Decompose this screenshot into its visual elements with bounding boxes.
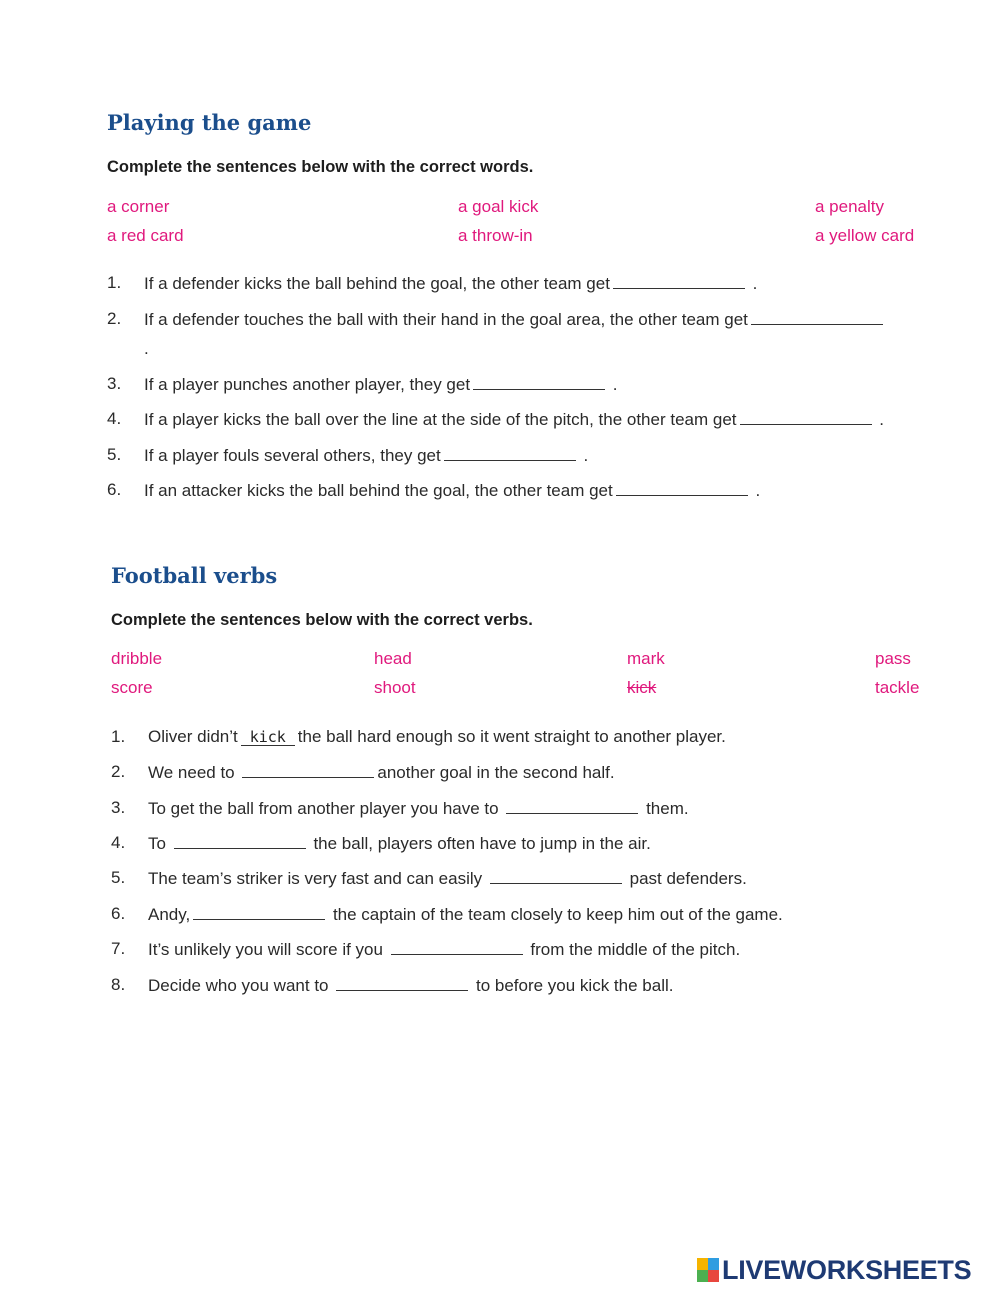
word-bank-item: pass (875, 649, 911, 668)
sentence-text: Decide who you want to (148, 976, 329, 995)
sentence-text: Andy, (148, 905, 191, 924)
word-bank-item: head (374, 649, 412, 668)
sentence-text: . (755, 481, 761, 500)
word-bank-item: a corner (107, 197, 170, 216)
answer-blank[interactable] (751, 308, 883, 325)
sentence-text: It’s unlikely you will score if you (148, 940, 383, 959)
liveworksheets-logo[interactable] (697, 1254, 971, 1286)
sentence-text: The team’s striker is very fast and can easily (148, 869, 483, 888)
word-bank-item-crossed-out: kick (627, 678, 657, 697)
answer-blank[interactable] (490, 867, 622, 884)
word-bank-item: a penalty (815, 197, 884, 216)
answer-blank[interactable] (616, 479, 748, 496)
word-bank-item: score (111, 678, 153, 697)
sentence-number: 7. (111, 939, 126, 958)
sentence-number: 1. (111, 727, 126, 746)
word-bank-item: a goal kick (458, 197, 539, 216)
answer-blank[interactable] (193, 903, 325, 920)
sentence-text: . (612, 375, 618, 394)
sentence-text: To (148, 834, 166, 853)
sentence-text: . (879, 410, 884, 429)
filled-answer[interactable]: kick (241, 729, 295, 746)
word-bank-item: a yellow card (815, 226, 915, 245)
sentence-text: Oliver didn’t (148, 727, 238, 746)
sentence-text: the ball hard enough so it went straight to another player. (297, 727, 726, 746)
sentence-text: . (583, 446, 589, 465)
sentence-number: 5. (111, 868, 126, 887)
logo-text: LIVEWORKSHEETS (722, 1254, 972, 1285)
sentence-text: from the middle of the pitch. (530, 940, 741, 959)
sentence-number: 2. (107, 309, 122, 328)
answer-blank[interactable] (174, 832, 306, 849)
answer-blank[interactable] (613, 272, 745, 289)
liveworksheets-logo-icon (697, 1258, 719, 1282)
sentence-text: If a player punches another player, they get (144, 375, 471, 394)
sentence-text: the ball, players often have to jump in the air. (313, 834, 651, 853)
word-bank-item: mark (627, 649, 665, 668)
sentence-text: the captain of the team closely to keep him out of the game. (332, 905, 783, 924)
sentence-text: another goal in the second half. (377, 763, 615, 782)
sentence-text: . (752, 274, 758, 293)
sentence-text: If an attacker kicks the ball behind the goal, the other team get (144, 481, 613, 500)
answer-blank[interactable] (506, 797, 638, 814)
sentence-text: If a defender kicks the ball behind the goal, the other team get (144, 274, 610, 293)
sentence-text: to before you kick the ball. (475, 976, 674, 995)
answer-blank[interactable] (740, 408, 872, 425)
sentence-text: If a player fouls several others, they get (144, 446, 441, 465)
sentence-continuation: . (144, 339, 149, 358)
sentence-text: If a player kicks the ball over the line at the side of the pitch, the other team get (144, 410, 737, 429)
word-bank-item: dribble (111, 649, 163, 668)
section-instruction: Complete the sentences below with the correct verbs. (111, 611, 533, 629)
sentence-number: 3. (111, 798, 126, 817)
sentence-number: 2. (111, 762, 126, 781)
sentence-text: them. (646, 799, 689, 818)
section-heading-playing-the-game: Playing the game (107, 110, 312, 135)
sentence-text: past defenders. (629, 869, 747, 888)
answer-blank[interactable] (444, 444, 576, 461)
answer-blank[interactable] (391, 938, 523, 955)
sentence-number: 5. (107, 445, 122, 464)
answer-blank[interactable] (242, 761, 374, 778)
sentence-number: 4. (111, 833, 126, 852)
section-instruction: Complete the sentences below with the correct words. (107, 158, 534, 176)
word-bank-item: a red card (107, 226, 184, 245)
sentence-number: 8. (111, 975, 126, 994)
sentence-text: If a defender touches the ball with their hand in the goal area, the other team get (144, 310, 748, 329)
sentence-text: We need to (148, 763, 235, 782)
sentence-text: To get the ball from another player you have to (148, 799, 499, 818)
section-heading-football-verbs: Football verbs (111, 563, 278, 588)
answer-blank[interactable] (473, 373, 605, 390)
answer-blank[interactable] (336, 974, 468, 991)
sentence-number: 3. (107, 374, 122, 393)
word-bank-item: a throw-in (458, 226, 533, 245)
word-bank-item: tackle (875, 678, 920, 697)
word-bank-item: shoot (374, 678, 416, 697)
sentence-number: 4. (107, 409, 122, 428)
sentence-number: 1. (107, 273, 122, 292)
sentence-number: 6. (107, 480, 122, 499)
sentence-number: 6. (111, 904, 126, 923)
